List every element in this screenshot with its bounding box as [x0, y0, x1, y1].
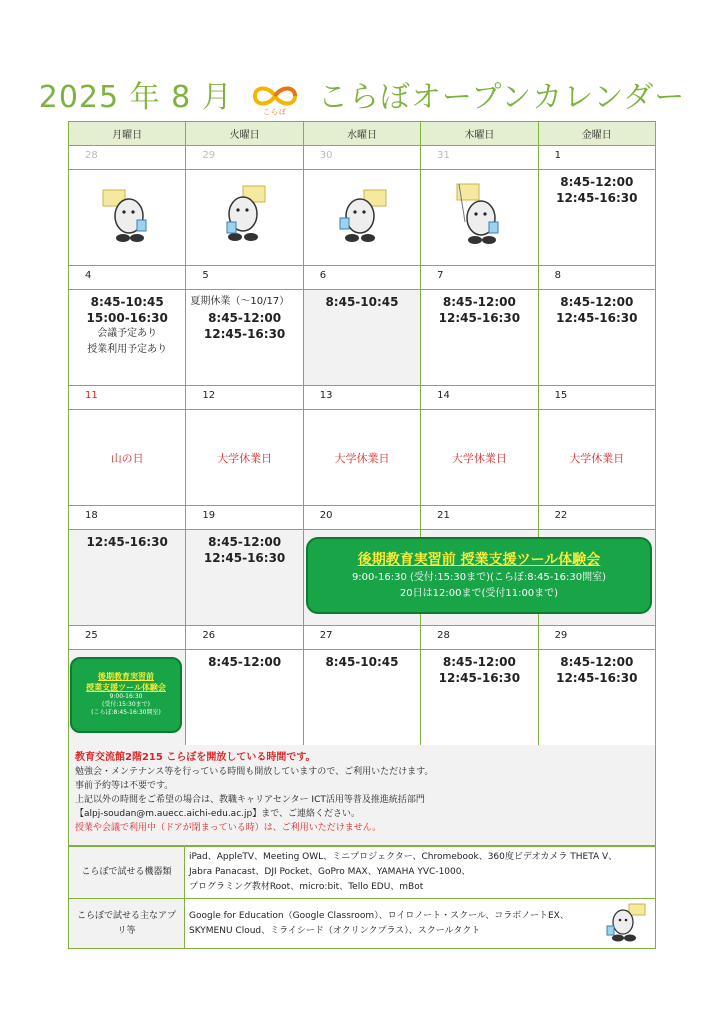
event-banner-small — [70, 657, 182, 733]
day-number: 12 — [186, 386, 303, 410]
title-year-month: 2025 年 8 月 — [38, 80, 233, 115]
event-note: 20日は12:00まで(受付11:00まで) — [399, 588, 559, 599]
day-number: 15 — [538, 386, 655, 410]
day-cell — [303, 170, 420, 266]
open-time: 12:45-16:30 — [438, 671, 521, 685]
holiday-label: 大学休業日 — [538, 410, 655, 506]
open-time: 8:45-12:00 — [208, 535, 282, 549]
resources-table — [68, 846, 656, 949]
open-time: 8:45-12:00 — [208, 311, 282, 325]
day-cell — [186, 530, 303, 626]
day-number: 22 — [538, 506, 655, 530]
day-number: 7 — [421, 266, 538, 290]
devices-label: こらぼで試せる機器類 — [69, 847, 185, 899]
day-cell — [538, 650, 655, 746]
open-time: 8:45-12:00 — [560, 175, 634, 189]
day-cell — [69, 530, 186, 626]
open-time: 8:45-12:00 — [560, 655, 634, 669]
info-line: 勉強会・メンテナンス等を行っている時間も開放していますので、ご利用いただけます。 — [75, 767, 434, 777]
event-title: 後期教育実習前 授業支援ツール体験会 — [357, 552, 601, 568]
day-number: 1 — [538, 146, 655, 170]
holiday-label: 山の日 — [69, 410, 186, 506]
day-cell — [69, 170, 186, 266]
open-time: 12:45-16:30 — [556, 671, 638, 685]
weekday-header: 火曜日 — [186, 122, 303, 146]
info-line: 事前予約等は不要です。 — [75, 781, 174, 791]
weekday-header: 金曜日 — [538, 122, 655, 146]
mascot-icon — [605, 902, 649, 944]
mascot-icon — [217, 182, 273, 252]
open-time: 8:45-10:45 — [325, 655, 399, 669]
day-number: 31 — [421, 146, 538, 170]
day-cell — [421, 650, 538, 746]
day-number: 18 — [69, 506, 186, 530]
apps-list: Google for Education（Google Classroom）、ロイロノート・スクール、コラボノートEX、 SKYMENU Cloud、ミライシード（オクリンクプラス）、スクールタクト — [185, 899, 656, 949]
day-number: 26 — [186, 626, 303, 650]
day-cell — [421, 170, 538, 266]
info-line: 上記以外の時間をご希望の場合は、教職キャリアセンター ICT活用等普及推進統括部門 — [75, 795, 425, 805]
day-number: 19 — [186, 506, 303, 530]
calendar-grid — [68, 121, 656, 746]
apps-label: こらぼで試せる主なアプリ等 — [69, 899, 185, 949]
open-time: 8:45-10:45 — [90, 295, 164, 309]
title-name: こらぼオープンカレンダー — [317, 80, 686, 115]
info-headline: 教育交流館2階215 こらぼを開放している時間です。 — [75, 752, 316, 763]
day-cell — [303, 290, 420, 386]
weekday-header: 木曜日 — [421, 122, 538, 146]
day-number: 14 — [421, 386, 538, 410]
day-number: 28 — [421, 626, 538, 650]
day-number: 30 — [303, 146, 420, 170]
day-number: 4 — [69, 266, 186, 290]
cell-note: 夏期休業（～10/17） — [190, 296, 290, 307]
day-number: 21 — [421, 506, 538, 530]
day-cell — [186, 290, 303, 386]
page-title — [0, 72, 724, 116]
open-time: 8:45-12:00 — [208, 655, 282, 669]
day-cell — [421, 290, 538, 386]
logo-text: こらぼ — [263, 107, 288, 116]
event-note: (受付:15:30まで) — [102, 701, 150, 708]
weekday-header: 月曜日 — [69, 122, 186, 146]
open-time: 15:00-16:30 — [86, 311, 168, 325]
open-time: 12:45-16:30 — [556, 311, 638, 325]
devices-list: iPad、AppleTV、Meeting OWL、ミニプロジェクター、Chromebook、360度ビデオカメラ THETA V、 Jabra Panacast、DJI Pocket、GoPro MAX、YAMAHA YVC-1000、 プログラミング教材Root、micro:bit、Tello EDU、mBot — [185, 847, 656, 899]
infinity-logo-icon — [249, 82, 301, 116]
mascot-icon — [334, 182, 390, 252]
day-number: 6 — [303, 266, 420, 290]
cell-note: 授業利用予定あり — [87, 344, 168, 355]
day-number: 29 — [186, 146, 303, 170]
cell-note: 会議予定あり — [97, 328, 158, 339]
weekday-header: 水曜日 — [303, 122, 420, 146]
day-cell — [69, 290, 186, 386]
day-cell — [538, 290, 655, 386]
info-box — [68, 745, 656, 846]
event-banner — [306, 537, 652, 614]
day-number: 25 — [69, 626, 186, 650]
day-number: 13 — [303, 386, 420, 410]
info-warning: 授業や会議で利用中（ドアが閉まっている時）は、ご利用いただけません。 — [75, 823, 382, 833]
day-number: 28 — [69, 146, 186, 170]
open-time: 8:45-10:45 — [325, 295, 399, 309]
day-number: 8 — [538, 266, 655, 290]
mascot-icon — [99, 182, 155, 252]
open-time: 8:45-12:00 — [442, 295, 516, 309]
event-time: 9:00-16:30 (受付:15:30まで)(こらぼ:8:45-16:30開室) — [351, 572, 607, 583]
day-number: 27 — [303, 626, 420, 650]
open-time: 8:45-12:00 — [442, 655, 516, 669]
open-time: 12:45-16:30 — [86, 535, 168, 549]
event-time: 9:00-16:30 — [109, 693, 143, 700]
open-time: 12:45-16:30 — [203, 327, 286, 341]
open-time: 12:45-16:30 — [556, 191, 638, 205]
holiday-label: 大学休業日 — [421, 410, 538, 506]
day-number: 20 — [303, 506, 420, 530]
day-number: 11 — [69, 386, 186, 410]
open-time: 8:45-12:00 — [560, 295, 634, 309]
day-number: 5 — [186, 266, 303, 290]
day-cell — [303, 650, 420, 746]
open-time: 12:45-16:30 — [203, 551, 286, 565]
event-title: 後期教育実習前 授業支援ツール体験会 — [86, 672, 166, 692]
open-time: 12:45-16:30 — [438, 311, 521, 325]
info-contact: 【alpj-soudan@m.auecc.aichi-edu.ac.jp】まで、ご連絡ください。 — [75, 809, 361, 819]
day-cell — [186, 170, 303, 266]
holiday-label: 大学休業日 — [303, 410, 420, 506]
event-note: (こらぼ:8:45-16:30開室) — [91, 709, 161, 716]
day-number: 29 — [538, 626, 655, 650]
day-cell — [538, 170, 655, 266]
day-cell — [186, 650, 303, 746]
mascot-icon — [451, 182, 507, 252]
holiday-label: 大学休業日 — [186, 410, 303, 506]
